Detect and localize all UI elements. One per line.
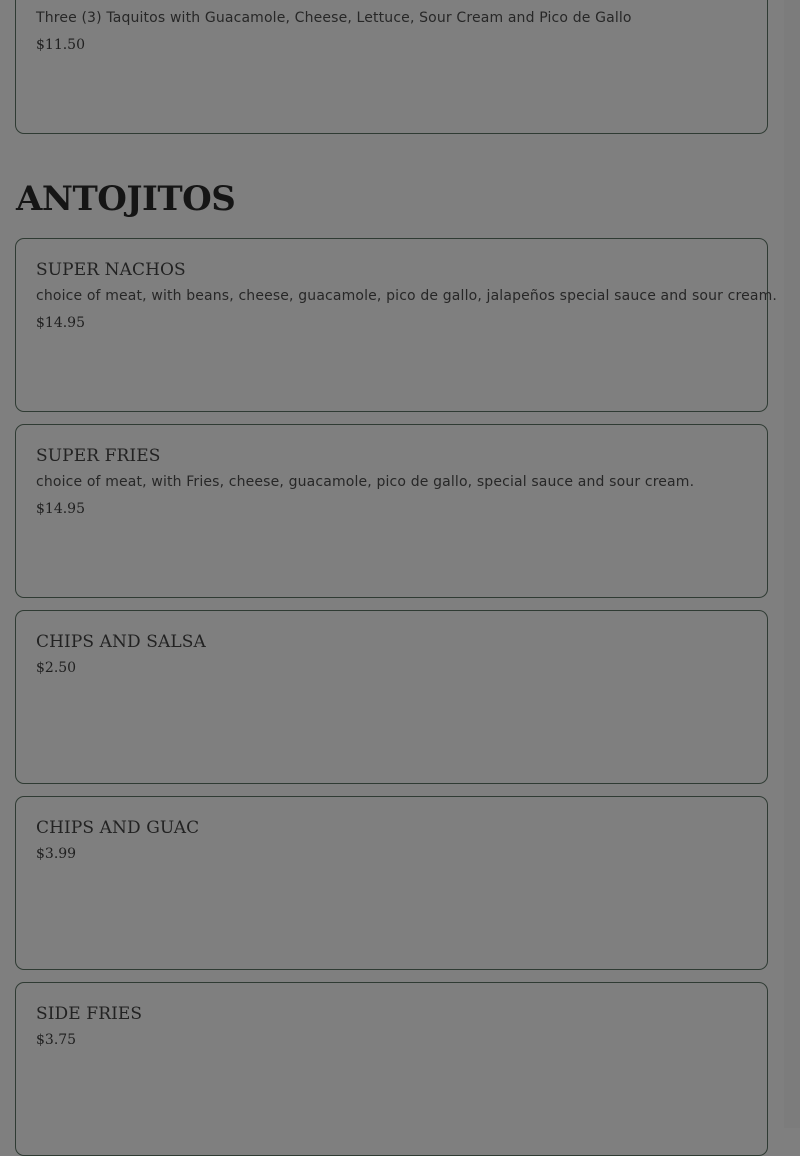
menu-item-description: Three (3) Taquitos with Guacamole, Cheese, Lettuce, Sour Cream and Pico de Gallo	[36, 10, 632, 26]
menu-item-description: choice of meat, with Fries, cheese, guacamole, pico de gallo, special sauce and sour cream.	[36, 474, 695, 490]
section-heading-antojitos: ANTOJITOS	[16, 179, 236, 219]
menu-item-price: $3.99	[36, 846, 77, 862]
menu-item-card-taquitos[interactable]	[15, 0, 768, 134]
menu-item-card-chips-and-salsa[interactable]	[15, 610, 768, 784]
menu-item-name: SUPER FRIES	[36, 446, 161, 466]
menu-item-price: $3.75	[36, 1032, 77, 1048]
menu-item-name: CHIPS AND SALSA	[36, 632, 206, 652]
menu-item-card-super-fries[interactable]	[15, 424, 768, 598]
scrollbar-track[interactable]	[784, 0, 800, 1128]
menu-item-description: choice of meat, with beans, cheese, guacamole, pico de gallo, jalapeños special sauce and sour cream.	[36, 288, 777, 304]
menu-item-price: $14.95	[36, 501, 85, 517]
menu-item-card-super-nachos[interactable]	[15, 238, 777, 412]
menu-item-name: SIDE FRIES	[36, 1004, 143, 1024]
menu-item-card-chips-and-guac[interactable]	[15, 796, 768, 970]
menu-item-price: $11.50	[36, 37, 85, 53]
menu-item-price: $2.50	[36, 660, 77, 676]
menu-item-card-side-fries[interactable]	[15, 982, 768, 1156]
menu-item-name: CHIPS AND GUAC	[36, 818, 200, 838]
menu-item-name: SUPER NACHOS	[36, 260, 186, 280]
menu-item-price: $14.95	[36, 315, 85, 331]
